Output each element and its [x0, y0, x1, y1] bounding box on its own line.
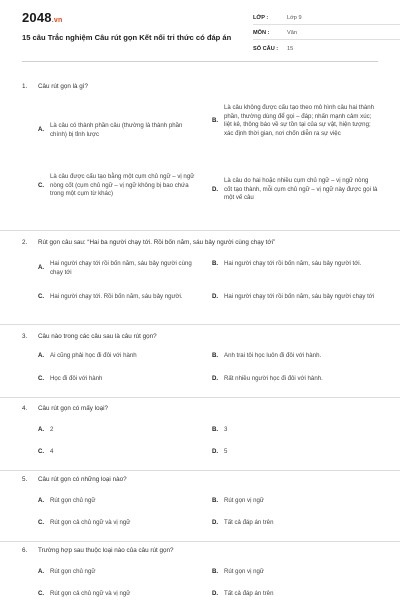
option-text: Rút gọn vị ngữ — [224, 497, 264, 504]
option-letter: B. — [212, 260, 219, 267]
option-text: Rút gọn chủ ngữ — [50, 568, 96, 575]
meta-subject — [253, 27, 400, 40]
option-c[interactable] — [38, 293, 200, 302]
option-letter: B. — [212, 426, 219, 433]
option-text: Hai người chạy tới rồi bốn năm, sáu bảy người tới. — [224, 260, 362, 267]
option-b[interactable] — [212, 426, 378, 435]
option-letter: D. — [212, 590, 219, 597]
option-letter: D. — [212, 293, 219, 300]
question-divider — [0, 470, 400, 471]
option-c[interactable] — [38, 173, 200, 199]
question-number: 6. — [22, 547, 28, 554]
option-d[interactable] — [212, 590, 378, 599]
question-stem — [22, 82, 378, 91]
question-number: 4. — [22, 405, 28, 412]
question-text: Câu nào trong các câu sau là câu rút gọn? — [38, 333, 157, 340]
question-divider — [0, 230, 400, 231]
option-text: Hai người chạy tới. Rồi bốn năm, sáu bảy người. — [50, 293, 183, 300]
question-text: Câu rút gọn có mấy loại? — [38, 405, 109, 412]
option-letter: D. — [212, 185, 219, 193]
option-letter: C. — [38, 519, 45, 526]
option-a[interactable] — [38, 260, 200, 277]
option-letter: D. — [212, 519, 219, 526]
question-4 — [22, 404, 378, 455]
document-title: 15 câu Trắc nghiệm Câu rút gọn Kết nối tri thức có đáp án — [22, 33, 232, 42]
option-b[interactable] — [212, 568, 378, 577]
option-letter: B. — [212, 568, 219, 575]
question-number: 1. — [22, 83, 28, 90]
option-a[interactable] — [38, 497, 200, 506]
option-c[interactable] — [38, 375, 200, 384]
option-c[interactable] — [38, 448, 200, 457]
option-c[interactable] — [38, 519, 200, 528]
option-text: Hai người chạy tới rồi bốn năm, sáu bảy người chạy tới — [224, 293, 375, 300]
question-divider — [0, 541, 400, 542]
option-letter: A. — [38, 126, 45, 134]
question-stem — [22, 546, 378, 555]
option-text: Tất cả đáp án trên — [224, 590, 274, 597]
site-logo[interactable] — [22, 10, 62, 25]
option-letter: A. — [38, 426, 45, 433]
option-text: Ai cũng phải học đi đôi với hành — [50, 352, 137, 359]
option-letter: C. — [38, 181, 45, 189]
option-letter: C. — [38, 448, 45, 455]
option-letter: C. — [38, 590, 45, 597]
option-text: Là câu được cấu tạo bằng một cụm chủ ngữ – vị ngữ nòng cốt (cụm chủ ngữ – vị ngữ không bị bao chứa trong một cụm từ khác) — [50, 173, 195, 198]
meta-value: Văn — [287, 30, 297, 36]
option-b[interactable] — [212, 260, 378, 269]
question-number: 5. — [22, 476, 28, 483]
option-d[interactable] — [212, 448, 378, 457]
option-letter: A. — [38, 264, 45, 272]
option-text: Là câu có thành phần câu (thường là thành phần chính) bị tỉnh lược — [50, 122, 183, 138]
question-divider — [0, 324, 400, 325]
question-text: Câu rút gọn có những loại nào? — [38, 476, 127, 483]
option-letter: B. — [212, 497, 219, 504]
document-meta — [253, 12, 400, 57]
logo-suffix: .vn — [51, 17, 63, 24]
option-d[interactable] — [212, 177, 378, 203]
option-b[interactable] — [212, 497, 378, 506]
option-a[interactable] — [38, 122, 200, 139]
option-text: Rút gọn cả chủ ngữ và vị ngữ — [50, 590, 131, 597]
option-d[interactable] — [212, 293, 378, 302]
option-text: Rút gọn vị ngữ — [224, 568, 264, 575]
option-letter: D. — [212, 448, 219, 455]
meta-question-count — [253, 42, 400, 55]
option-a[interactable] — [38, 568, 200, 577]
question-2 — [22, 238, 378, 300]
option-b[interactable] — [212, 104, 378, 138]
page-header — [22, 0, 378, 62]
question-1 — [22, 82, 378, 202]
option-text: Là câu do hai hoặc nhiều cụm chủ ngữ – vị ngữ nòng cốt tạo thành, mỗi cụm chủ ngữ – vị ngữ này được gọi là một vế câu — [224, 177, 378, 202]
option-text: Anh trai tôi học luôn đi đôi với hành. — [224, 352, 322, 359]
question-stem — [22, 404, 378, 413]
meta-label: SỐ CÂU : — [253, 45, 279, 52]
question-number: 3. — [22, 333, 28, 340]
option-letter: A. — [38, 352, 45, 359]
question-stem — [22, 332, 378, 341]
meta-value: Lớp 9 — [287, 15, 302, 21]
question-divider — [0, 397, 400, 398]
option-text: Rút gọn chủ ngữ — [50, 497, 96, 504]
question-stem — [22, 238, 378, 247]
option-text: Tất cả đáp án trên — [224, 519, 274, 526]
question-5 — [22, 475, 378, 526]
option-letter: B. — [212, 116, 219, 124]
question-6 — [22, 546, 378, 597]
option-text: 3 — [224, 426, 228, 433]
question-text: Câu rút gọn là gì? — [38, 83, 89, 90]
option-letter: D. — [212, 375, 219, 382]
option-letter: C. — [38, 293, 45, 300]
option-a[interactable] — [38, 352, 200, 361]
option-letter: A. — [38, 568, 45, 575]
option-d[interactable] — [212, 519, 378, 528]
meta-grade — [253, 12, 400, 25]
option-c[interactable] — [38, 590, 200, 599]
question-stem — [22, 475, 378, 484]
meta-label: MÔN : — [253, 30, 270, 36]
option-text: Học đi đôi với hành — [50, 375, 103, 382]
option-letter: C. — [38, 375, 45, 382]
option-letter: B. — [212, 352, 219, 359]
question-text: Trường hợp sau thuộc loại nào của câu rút gọn? — [38, 547, 174, 554]
option-text: Rất nhiều người học đi đôi với hành. — [224, 375, 323, 382]
option-text: Là câu không được cấu tạo theo mô hình câu hai thành phần, thường dùng để gọi – đáp; nhấn mạnh cảm xúc; liệt kê, thông báo về sự tồn tại của sự vật, hiện tượng; xác định thời gian, nơi chốn diễn ra sự việc — [224, 104, 375, 137]
logo-main: 2048 — [22, 10, 52, 25]
meta-label: LỚP : — [253, 15, 269, 21]
option-text: 4 — [50, 448, 54, 455]
question-text: Rút gọn câu sau: “Hai ba người chạy tới. Rồi bốn năm, sáu bảy người cùng chạy tới” — [38, 239, 276, 246]
question-3 — [22, 332, 378, 382]
question-number: 2. — [22, 239, 28, 246]
option-text: Hai người chạy tới rồi bốn năm, sáu bảy người cùng chạy tới — [50, 260, 192, 276]
option-a[interactable] — [38, 426, 200, 435]
option-text: 5 — [224, 448, 228, 455]
option-b[interactable] — [212, 352, 378, 361]
meta-value: 15 — [287, 45, 294, 52]
option-d[interactable] — [212, 375, 378, 384]
option-text: Rút gọn cả chủ ngữ và vị ngữ — [50, 519, 131, 526]
option-text: 2 — [50, 426, 54, 433]
option-letter: A. — [38, 497, 45, 504]
